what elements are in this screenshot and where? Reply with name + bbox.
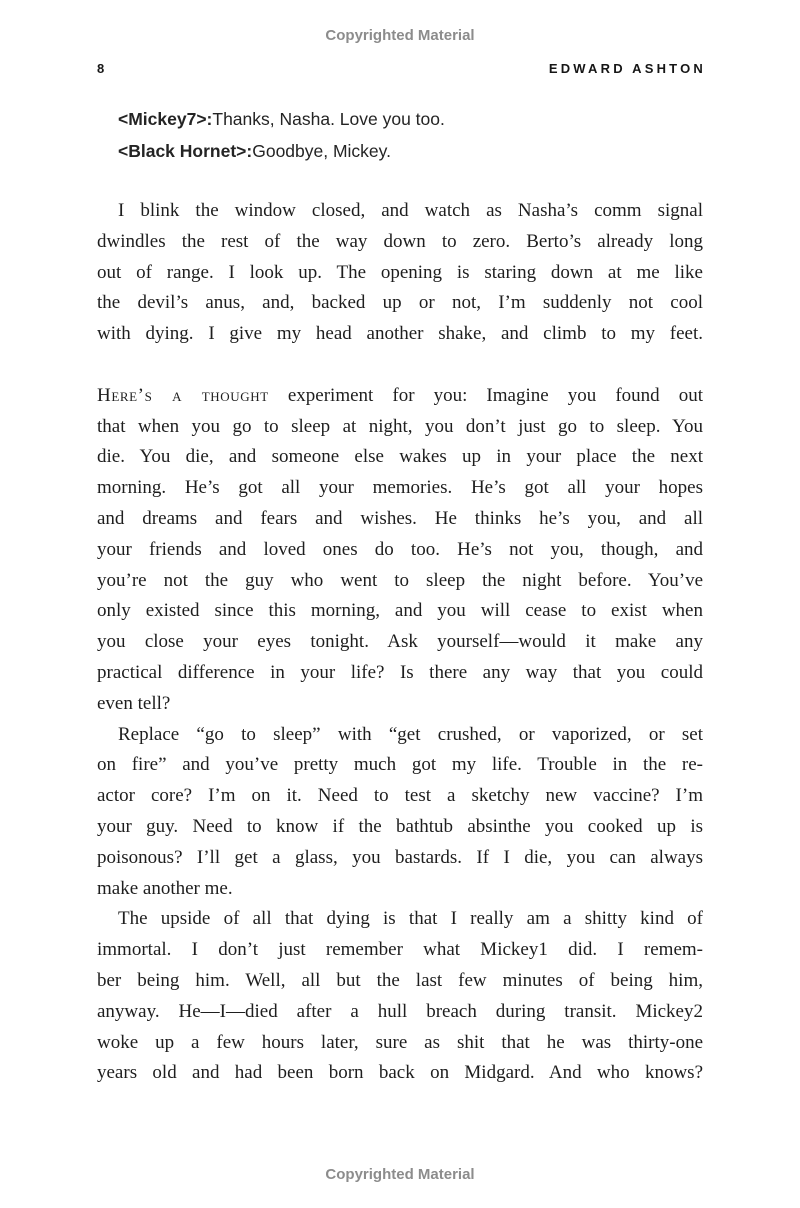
text-line: on fire” and you’ve pretty much got my life. Trouble in the re- <box>97 754 703 776</box>
page-number: 8 <box>97 61 105 76</box>
text-line: you close your eyes tonight. Ask yourself—would it make any <box>97 631 703 653</box>
copyright-watermark-top: Copyrighted Material <box>325 27 475 44</box>
body-text <box>97 196 703 1089</box>
dialogue-text: Goodbye, Mickey. <box>252 141 391 161</box>
dialogue-text: Thanks, Nasha. Love you too. <box>212 109 445 129</box>
text-line: out of range. I look up. The opening is staring down at me like <box>97 261 703 283</box>
text-line: morning. He’s got all your memories. He’s got all your hopes <box>97 477 703 499</box>
paragraph-spacer <box>97 350 703 381</box>
dialogue-speaker: <Mickey7>: <box>118 109 213 129</box>
text-line: die. You die, and someone else wakes up in your place the next <box>97 446 703 468</box>
dialogue-line <box>118 103 703 135</box>
text-line: that when you go to sleep at night, you don’t just go to sleep. You <box>97 415 703 437</box>
copyright-watermark-bottom: Copyrighted Material <box>325 1166 475 1183</box>
text-line: woke up a few hours later, sure as shit that he was thirty-one <box>97 1031 703 1053</box>
text-line: your friends and loved ones do too. He’s not you, though, and <box>97 538 703 560</box>
text-line: ber being him. Well, all but the last few minutes of being him, <box>97 969 703 991</box>
dialogue-line <box>118 135 703 167</box>
text-line: and dreams and fears and wishes. He thinks he’s you, and all <box>97 507 703 529</box>
text-line: actor core? I’m on it. Need to test a sketchy new vaccine? I’m <box>97 785 703 807</box>
text-line: immortal. I don’t just remember what Mickey1 did. I remem- <box>97 939 703 961</box>
small-caps-lead: Here’s a thought <box>97 384 269 406</box>
text-line: The upside of all that dying is that I really am a shitty kind of <box>118 908 703 930</box>
text-line: years old and had been born back on Midgard. And who knows? <box>97 1062 703 1084</box>
dialogue-block <box>118 103 703 167</box>
running-header-author: EDWARD ASHTON <box>548 61 706 76</box>
dialogue-speaker: <Black Hornet>: <box>118 141 253 161</box>
text-line: with dying. I give my head another shake, and climb to my feet. <box>97 323 703 345</box>
text-line: dwindles the rest of the way down to zero. Berto’s already long <box>97 230 703 252</box>
running-header <box>97 61 706 79</box>
text-line: only existed since this morning, and you will cease to exist when <box>97 600 703 622</box>
text-line: even tell? <box>97 692 171 714</box>
text-line: anyway. He—I—died after a hull breach during transit. Mickey2 <box>97 1000 703 1022</box>
text-line: the devil’s anus, and, backed up or not, I’m suddenly not cool <box>97 292 703 314</box>
text-line: your guy. Need to know if the bathtub absinthe you cooked up is <box>97 815 703 837</box>
text-line: make another me. <box>97 877 233 899</box>
text-line: you’re not the guy who went to sleep the night before. You’ve <box>97 569 703 591</box>
text-line: poisonous? I’ll get a glass, you bastards. If I die, you can always <box>97 846 703 868</box>
text-line: Replace “go to sleep” with “get crushed, or vaporized, or set <box>118 723 703 745</box>
text-line: Here’s a thought experiment for you: Imagine you found out <box>97 384 703 406</box>
text-line: I blink the window closed, and watch as Nasha’s comm signal <box>118 200 703 221</box>
text-line: practical difference in your life? Is there any way that you could <box>97 661 703 683</box>
